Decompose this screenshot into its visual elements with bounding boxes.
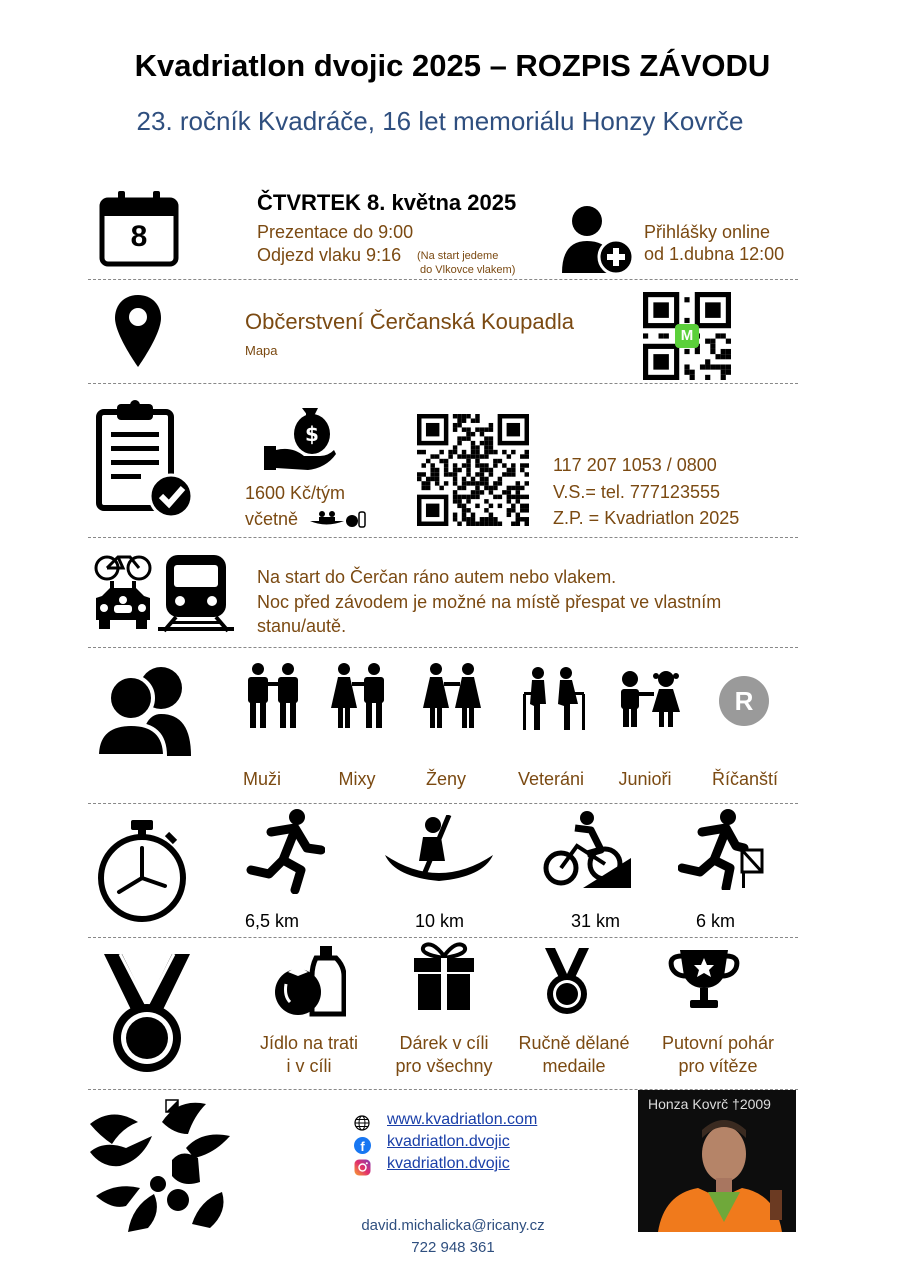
running-icon <box>245 808 325 894</box>
orienteering-distance: 6 km <box>696 911 736 931</box>
kvadriatlon-logo <box>82 1096 234 1238</box>
photo-caption: Honza Kovrč †2009 <box>648 1096 771 1112</box>
clipboard-check-icon <box>95 400 195 520</box>
instagram-link[interactable]: kvadriatlon.dvojic <box>387 1155 510 1172</box>
category-label: Muži <box>242 769 281 789</box>
instagram-icon <box>354 1159 371 1176</box>
gift-icon <box>412 940 476 1012</box>
medal-icon <box>102 952 192 1076</box>
contact-email[interactable]: david.michalicka@ricany.cz <box>361 1217 545 1234</box>
category-label: Junioři <box>618 769 672 789</box>
mountain-bike-icon <box>543 810 631 890</box>
category-label: Ženy <box>425 769 467 789</box>
divider <box>88 537 798 538</box>
bank-account: 117 207 1053 / 0800 <box>553 455 717 475</box>
train-note-1: (Na start jedeme <box>417 250 499 262</box>
add-user-icon <box>560 203 636 275</box>
prize-label: Putovní pohár <box>661 1033 775 1053</box>
fee-including: včetně <box>245 509 299 529</box>
category-label: Veteráni <box>517 769 585 789</box>
boat-food-icon <box>310 506 366 528</box>
train-icon <box>158 553 234 633</box>
orienteering-run-icon <box>678 808 764 890</box>
map-qr-code[interactable] <box>643 292 731 380</box>
calendar-icon <box>98 188 180 270</box>
bike-distance: 31 km <box>571 911 621 931</box>
facebook-icon: f <box>354 1137 371 1154</box>
people-group-icon <box>95 662 193 758</box>
page-title: Kvadriatlon dvojic 2025 – ROZPIS ZÁVODU <box>134 48 771 83</box>
prize-label: Ručně dělané <box>518 1033 630 1053</box>
train-departure: Odjezd vlaku 9:16 <box>257 245 402 265</box>
category-label: Mixy <box>338 769 376 789</box>
transport-line-1: Na start do Čerčan ráno autem nebo vlakem. <box>257 567 617 587</box>
trophy-icon <box>668 946 740 1012</box>
contact-phone: 722 948 361 <box>411 1239 495 1256</box>
calendar-day: 8 <box>130 220 148 253</box>
registration-line-1: Přihlášky online <box>644 222 771 242</box>
women-icon <box>422 662 484 730</box>
payment-qr-code[interactable] <box>417 414 529 526</box>
divider <box>88 279 798 280</box>
fee-amount: 1600 Kč/tým <box>245 483 346 503</box>
prize-label: pro všechny <box>395 1056 493 1076</box>
prize-label: Dárek v cíli <box>399 1033 489 1053</box>
transport-line-2: Noc před závodem je možné na místě přespat ve vlastním <box>257 592 722 612</box>
map-link[interactable]: Mapa <box>245 343 278 358</box>
train-note-2: do Vlkovce vlakem) <box>420 264 516 276</box>
juniors-icon <box>614 670 686 728</box>
globe-icon <box>354 1115 370 1131</box>
mixed-icon <box>330 662 390 730</box>
transport-line-3: stanu/autě. <box>257 616 347 636</box>
stopwatch-icon <box>95 818 189 926</box>
variable-symbol: V.S.= tel. 777123555 <box>553 482 720 502</box>
divider <box>88 937 798 938</box>
presentation-time: Prezentace do 9:00 <box>257 222 414 242</box>
money-bag-hand-icon <box>262 402 338 474</box>
canoe-distance: 10 km <box>415 911 465 931</box>
canoe-icon <box>383 815 495 885</box>
small-medal-icon <box>543 946 591 1018</box>
prize-label: medaile <box>542 1056 606 1076</box>
car-with-bike-icon <box>90 552 156 630</box>
divider <box>88 803 798 804</box>
registration-line-2: od 1.dubna 12:00 <box>644 244 785 264</box>
svg-text:$: $ <box>305 422 319 446</box>
ricany-badge-icon: R <box>719 676 769 726</box>
divider <box>88 383 798 384</box>
memorial-photo <box>638 1090 796 1232</box>
category-label: Říčanští <box>711 769 779 789</box>
prize-label: Jídlo na trati <box>259 1033 359 1053</box>
payment-note: Z.P. = Kvadriatlon 2025 <box>553 508 740 528</box>
divider <box>88 647 798 648</box>
tomato-bottle-icon <box>274 944 346 1018</box>
veterans-icon <box>520 664 588 732</box>
run-distance: 6,5 km <box>245 911 300 931</box>
map-pin-icon <box>113 293 163 369</box>
prize-label: pro vítěze <box>678 1056 758 1076</box>
venue-name: Občerstvení Čerčanská Koupadla <box>245 309 574 334</box>
mapy-badge-icon: M <box>675 324 699 348</box>
prize-label: i v cíli <box>286 1056 332 1076</box>
men-icon <box>244 662 304 730</box>
page-subtitle: 23. ročník Kvadráče, 16 let memoriálu Honzy Kovrče <box>136 106 744 136</box>
facebook-link[interactable]: kvadriatlon.dvojic <box>387 1133 510 1150</box>
event-date: ČTVRTEK 8. května 2025 <box>257 190 517 215</box>
website-link[interactable]: www.kvadriatlon.com <box>387 1111 538 1128</box>
